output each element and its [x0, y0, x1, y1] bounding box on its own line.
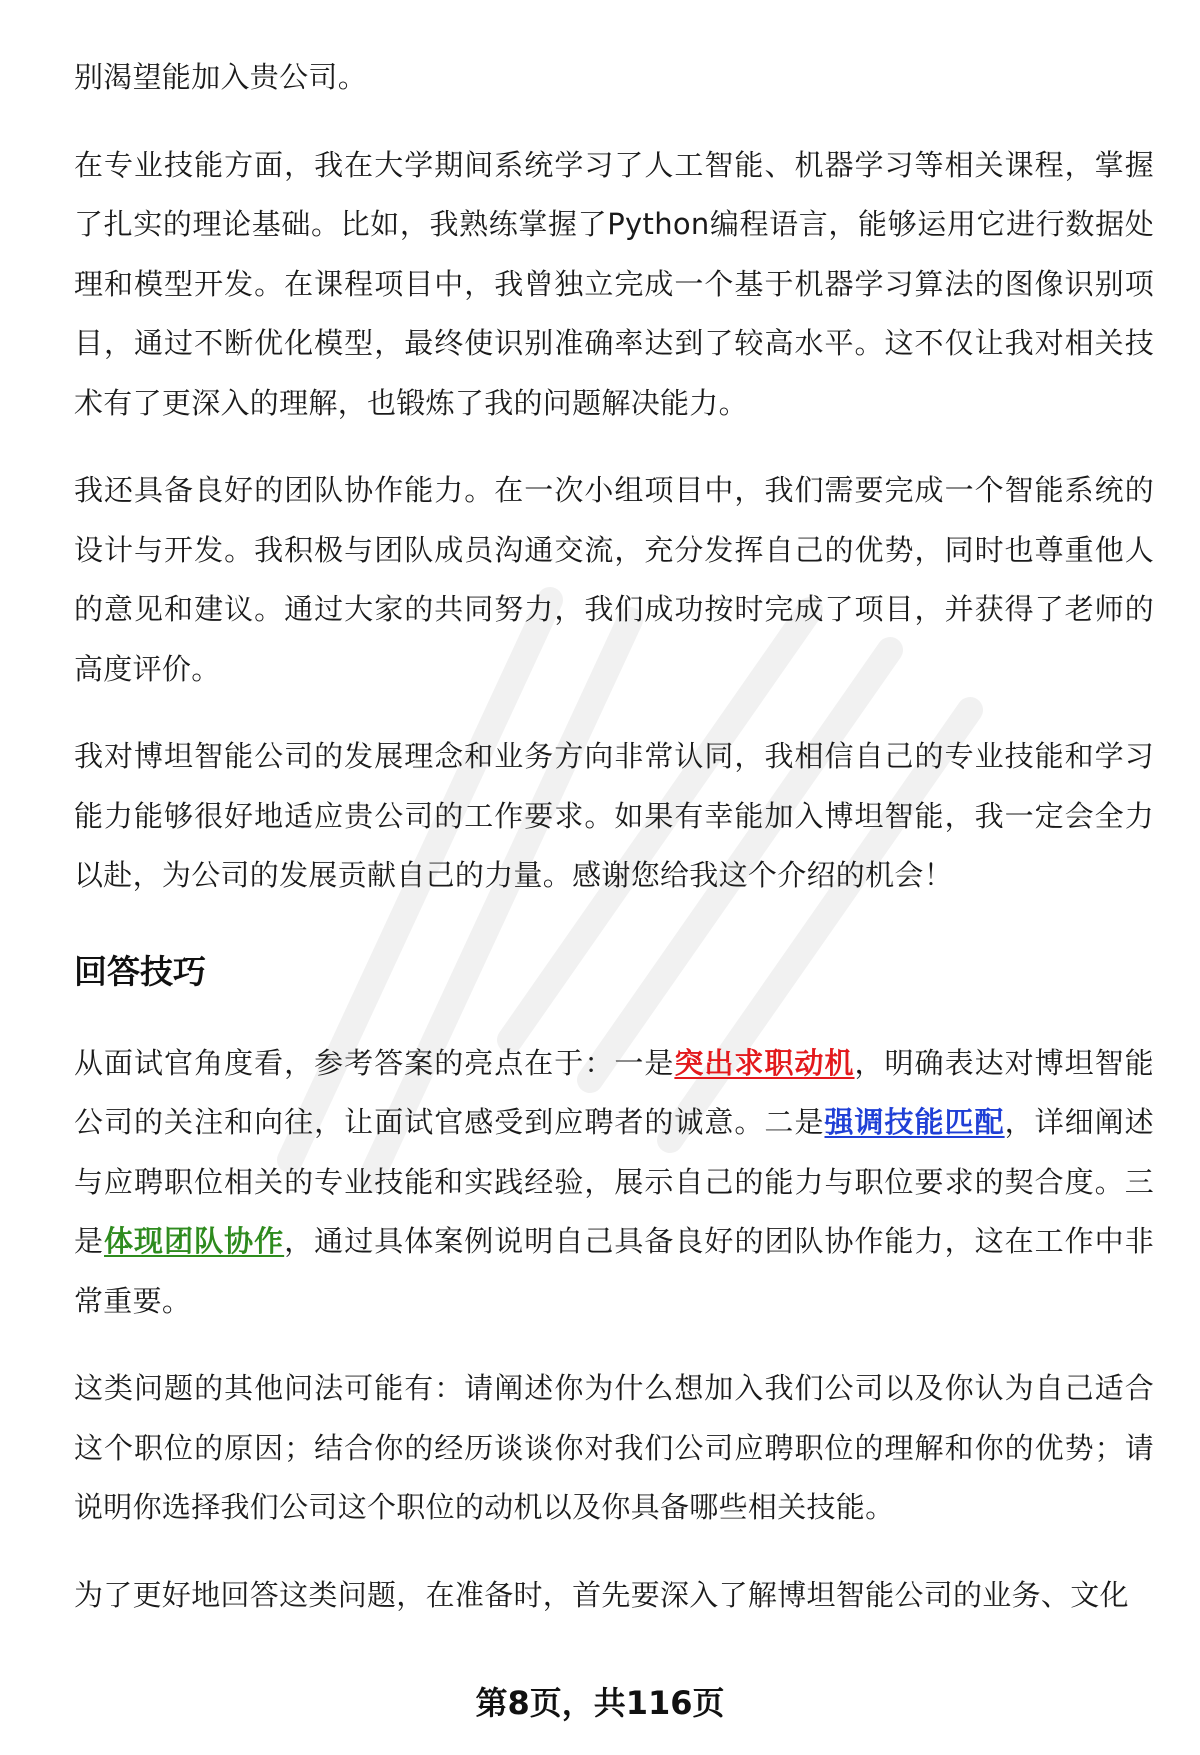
document-page — [74, 48, 1154, 1653]
highlight-teamwork: 体现团队协作 — [104, 1224, 285, 1258]
tips-text-2: ，明确表达对博坦智能公司的关注和向往，让面试官感受到应聘者的诚意。二是 — [74, 1045, 1154, 1139]
tips-text-4: ，通过具体案例说明自己具备良好的团队协作能力，这在工作中非常重要。 — [74, 1224, 1154, 1318]
section-heading: 回答技巧 — [74, 951, 206, 991]
paragraph-intro-end: 别渴望能加入贵公司。 — [74, 60, 368, 94]
paragraph-teamwork: 我还具备良好的团队协作能力。在一次小组项目中，我们需要完成一个智能系统的设计与开发。我积极与团队成员沟通交流，充分发挥自己的优势，同时也尊重他人的意见和建议。通过大家的共同努力，我们成功按时完成了项目，并获得了老师的高度评价。 — [74, 473, 1154, 686]
highlight-skill-match: 强调技能匹配 — [824, 1105, 1005, 1139]
paragraph-skills: 在专业技能方面，我在大学期间系统学习了人工智能、机器学习等相关课程，掌握了扎实的理论基础。比如，我熟练掌握了Python编程语言，能够运用它进行数据处理和模型开发。在课程项目中，我曾独立完成一个基于机器学习算法的图像识别项目，通过不断优化模型，最终使识别准确率达到了较高水平。这不仅让我对相关技术有了更深入的理解，也锻炼了我的问题解决能力。 — [74, 147, 1154, 420]
paragraph-tips — [74, 1034, 1154, 1332]
page-number-footer: 第8页，共116页 — [475, 1684, 725, 1722]
paragraph-closing: 我对博坦智能公司的发展理念和业务方向非常认同，我相信自己的专业技能和学习能力能够很好地适应贵公司的工作要求。如果有幸能加入博坦智能，我一定会全力以赴，为公司的发展贡献自己的力量。感谢您给我这个介绍的机会！ — [74, 739, 1154, 892]
tips-text-3: ，详细阐述与应聘职位相关的专业技能和实践经验，展示自己的能力与职位要求的契合度。三是 — [74, 1105, 1154, 1258]
highlight-motivation: 突出求职动机 — [674, 1045, 855, 1080]
paragraph-alternatives: 这类问题的其他问法可能有：请阐述你为什么想加入我们公司以及你认为自己适合这个职位的原因；结合你的经历谈谈你对我们公司应聘职位的理解和你的优势；请说明你选择我们公司这个职位的动机以及你具备哪些相关技能。 — [74, 1371, 1154, 1524]
paragraph-preparation: 为了更好地回答这类问题，在准备时，首先要深入了解博坦智能公司的业务、文化 — [74, 1577, 1129, 1612]
tips-text-1: 从面试官角度看，参考答案的亮点在于：一是 — [74, 1045, 675, 1080]
